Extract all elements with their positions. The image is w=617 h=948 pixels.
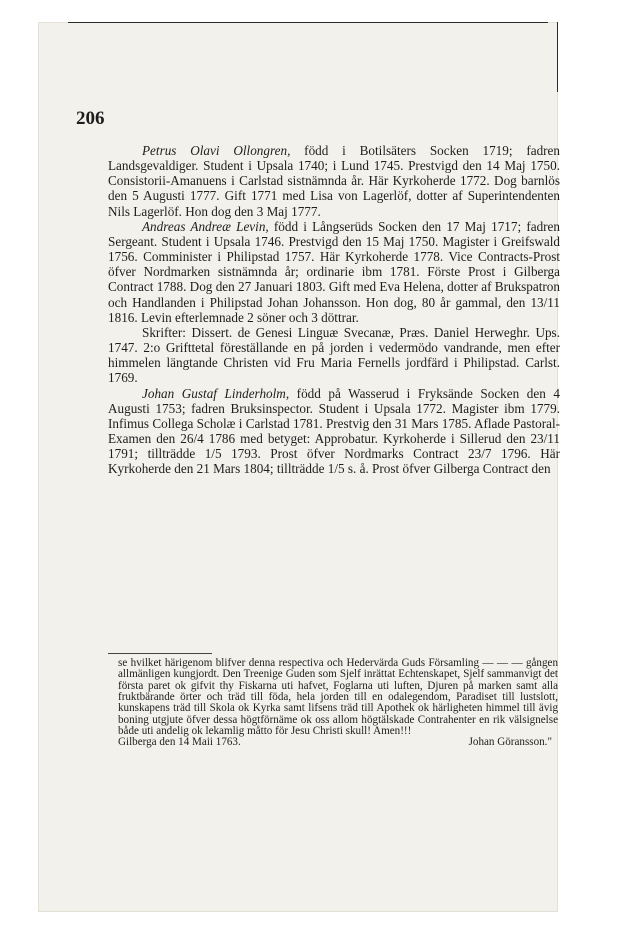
top-edge-line (68, 22, 548, 23)
footnote-signer: Johan Göransson." (468, 736, 552, 749)
entry-ollongren (108, 143, 560, 219)
right-edge-line (557, 22, 558, 92)
footnote-signature-line (118, 737, 558, 748)
entry-levin (108, 219, 560, 325)
page-number: 206 (76, 108, 105, 129)
entry-name: Andreas Andreæ Levin, (142, 218, 269, 234)
footnote (118, 658, 558, 749)
entry-name: Johan Gustaf Linderholm, (142, 385, 290, 401)
footnote-rule (108, 653, 212, 654)
entry-levin-writings (108, 325, 560, 386)
entry-name: Petrus Olavi Ollongren, (142, 143, 291, 158)
entry-text: född i Botilsäters Socken 1719; fadren Landsgevaldiger. Student i Upsala 1740; i Lund 1745. Prestvigd den 14 Maj 1750. Consistorii-Amanuens i Carlstad sistnämnda år. Här Kyrkoherde 1772. Dog barnlös den 5 Augusti 1777. Gift 1771 med Lisa von Lagerlöf, dotter af Superintendenten Nils Lagerlöf. Hon dog den 3 Maj 1777. (108, 143, 560, 219)
entry-text: född på Wasserud i Fryksände Socken den 4 Augusti 1753; fadren Bruksinspector. Student i Upsala 1772. Magister ibm 1779. Infimus Collega Scholæ i Carlstad 1781. Prestvig den 31 Mars 1785. Aflade Pastoral-Examen den 26/4 1786 med betyget: Approbatur. Kyrkoherde i Sillerud den 23/11 1791; tillträdde 1/5 1793. Prost öfver Nordmarks Contract 23/7 1796. Här Kyrkoherde den 21 Mars 1804; tillträdde 1/5 s. å. Prost öfver Gilberga Contract den (108, 385, 560, 477)
entry-linderholm (108, 386, 560, 477)
entry-text: Skrifter: Dissert. de Genesi Linguæ Svecanæ, Præs. Daniel Herweghr. Ups. 1747. 2:o Grifttetal föreställande en på jorden i vedermödo vandrande, men efter himmelen längtande Christen vid Fru Maria Fernells jordfärd i Philipstad. Carlst. 1769. (108, 324, 560, 386)
main-text (108, 143, 560, 476)
footnote-text: se hvilket härigenom blifver denna respectiva och Hedervärda Guds Församling — — — gången allmänligen kungjordt. Den Treenige Guden som Sjelf inrättat Echtenskapet, Sjelf sammanvigt det första paret ok gifvit thy Fiskarna uti hafvet, Foglarna uti luften, Djuren på marken samt alla fruktbärande örter och träd till föda, hela jorden till en odalegendom, Paradiset till lustslott, kunskapens träd till Skola ok Kyrka samt lifsens träd till Apothek ok härligheten himmel till ävig boning utgjute öfver dessa högtförnäme ok oss allom högtälskade Contrahenter en rik välsignelse både uti andelig ok lekamlig måtto för Jesu Christi skull! Amen!!! (118, 657, 558, 738)
entry-text: född i Långserüds Socken den 17 Maj 1717; fadren Sergeant. Student i Upsala 1746. Prestvigd den 15 Maj 1750. Magister i Greifswald 1756. Comminister i Philipstad 1757. Här Kyrkoherde 1778. Vice Contracts-Prost öfver Nordmarken sistnämnda år; ordinarie ibm 1781. Förste Prost i Gilberga Contract 1788. Dog den 27 Januari 1803. Gift med Eva Helena, dotter af Brukspatron och Handlanden i Philipstad Johan Johansson. Hon dog, 80 år gammal, den 13/11 1816. Levin efterlemnade 2 söner och 3 döttrar. (108, 218, 561, 325)
footnote-place-date: Gilberga den 14 Maii 1763. (118, 736, 241, 749)
